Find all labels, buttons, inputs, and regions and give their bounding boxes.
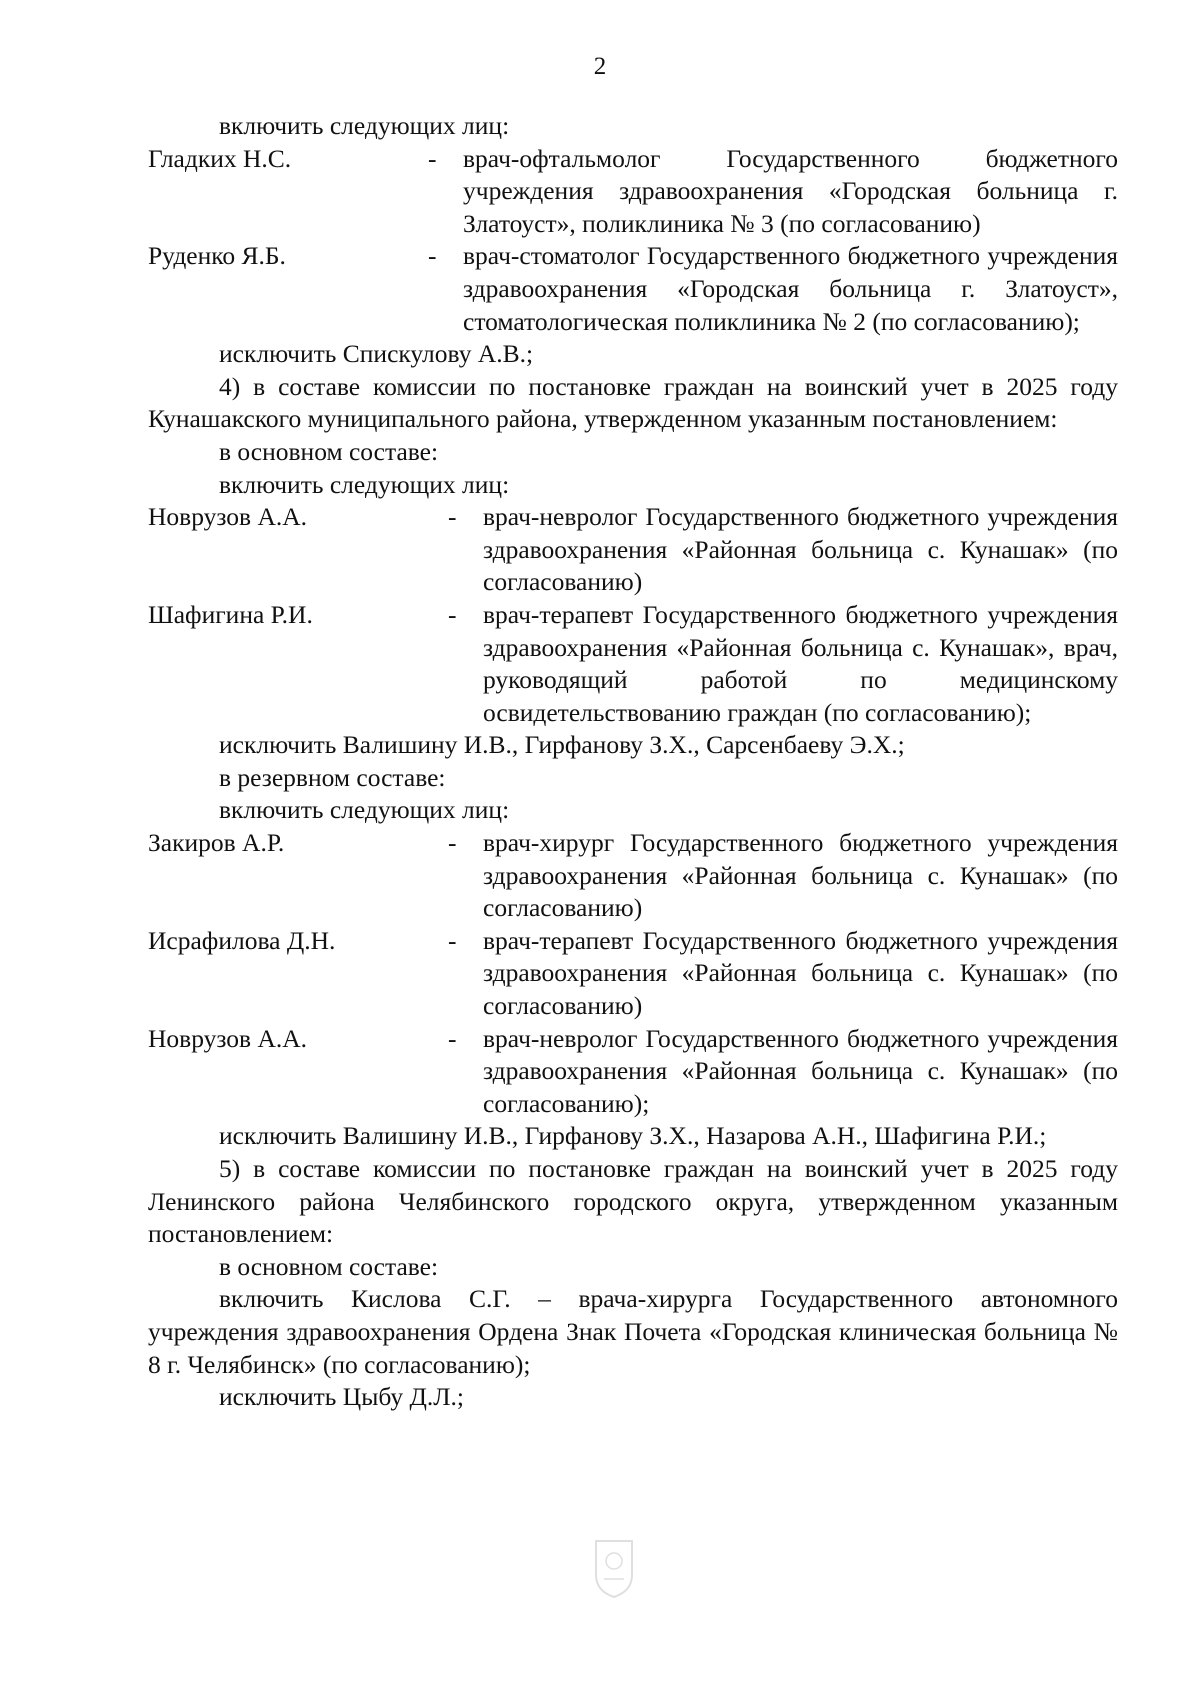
member-entry [148, 501, 1118, 599]
member-entry [148, 827, 1118, 925]
paragraph: исключить Валишину И.В., Гирфанову З.Х., Назарова А.Н., Шафигина Р.И.; [219, 1121, 1047, 1151]
member-description: врач-невролог Государственного бюджетного учреждения здравоохранения «Районная больница с. Кунашак» (по согласованию) [483, 502, 1118, 597]
member-name: Шафигина Р.И. [148, 599, 313, 629]
member-name: Руденко Я.Б. [148, 241, 286, 271]
paragraph: в резервном составе: [219, 762, 446, 792]
paragraph: исключить Цыбу Д.Л.; [219, 1382, 464, 1412]
entry-dash: - [448, 828, 457, 858]
member-entry [148, 240, 1118, 338]
paragraph: исключить Валишину И.В., Гирфанову З.Х., Сарсенбаеву Э.Х.; [219, 730, 905, 760]
member-description: врач-офтальмолог Государственного бюджетного учреждения здравоохранения «Городская больница г. Златоуст», поликлиника № 3 (по согласованию) [463, 143, 1118, 238]
emblem-watermark-icon [590, 1535, 638, 1599]
entry-dash: - [448, 599, 457, 629]
paragraph: 4) в составе комиссии по постановке граждан на воинский учет в 2025 году Кунашакского муниципального района, утвержденном указанным постановлением: [148, 371, 1118, 434]
paragraph: 5) в составе комиссии по постановке граждан на воинский учет в 2025 году Ленинского района Челябинского городского округа, утвержденном указанным постановлением: [148, 1154, 1118, 1249]
paragraph: в основном составе: [219, 436, 439, 466]
member-description: врач-невролог Государственного бюджетного учреждения здравоохранения «Районная больница с. Кунашак» (по согласованию); [483, 1023, 1118, 1118]
paragraph: включить следующих лиц: [219, 111, 510, 140]
entry-dash: - [448, 502, 457, 532]
entry-dash: - [428, 241, 437, 271]
entry-dash: - [448, 925, 457, 955]
paragraph: включить Кислова С.Г. – врача-хирурга Государственного автономного учреждения здравоохранения Ордена Знак Почета «Городская клиническая больница № 8 г. Челябинск» (по согласованию); [148, 1284, 1118, 1379]
member-name: Исрафилова Д.Н. [148, 925, 336, 955]
member-name: Закиров А.Р. [148, 828, 285, 858]
member-entry [148, 599, 1118, 729]
entry-dash: - [448, 1023, 457, 1053]
member-name: Новрузов А.А. [148, 1023, 308, 1053]
member-description: врач-хирург Государственного бюджетного учреждения здравоохранения «Районная больница с. Кунашак» (по согласованию) [483, 828, 1118, 923]
paragraph: в основном составе: [219, 1251, 439, 1281]
paragraph: исключить Спискулову А.В.; [219, 339, 534, 369]
member-description: врач-терапевт Государственного бюджетного учреждения здравоохранения «Районная больница с. Кунашак» (по согласованию) [483, 925, 1118, 1021]
member-entry [148, 143, 1118, 241]
member-name: Гладких Н.С. [148, 143, 292, 173]
entry-dash: - [428, 143, 437, 173]
member-description: врач-стоматолог Государственного бюджетного учреждения здравоохранения «Городская больница г. Златоуст», стоматологическая поликлиника № 2 (по согласованию); [463, 241, 1118, 336]
paragraph: включить следующих лиц: [219, 469, 510, 499]
member-entry [148, 925, 1118, 1023]
page-number: 2 [593, 53, 607, 80]
member-name: Новрузов А.А. [148, 502, 308, 532]
member-description: врач-терапевт Государственного бюджетного учреждения здравоохранения «Районная больница с. Кунашак», врач, руководящий работой по медицинскому освидетельствованию граждан (по согласованию); [483, 599, 1118, 727]
document-body [148, 110, 1118, 1414]
paragraph: включить следующих лиц: [219, 795, 510, 825]
member-entry [148, 1023, 1118, 1121]
